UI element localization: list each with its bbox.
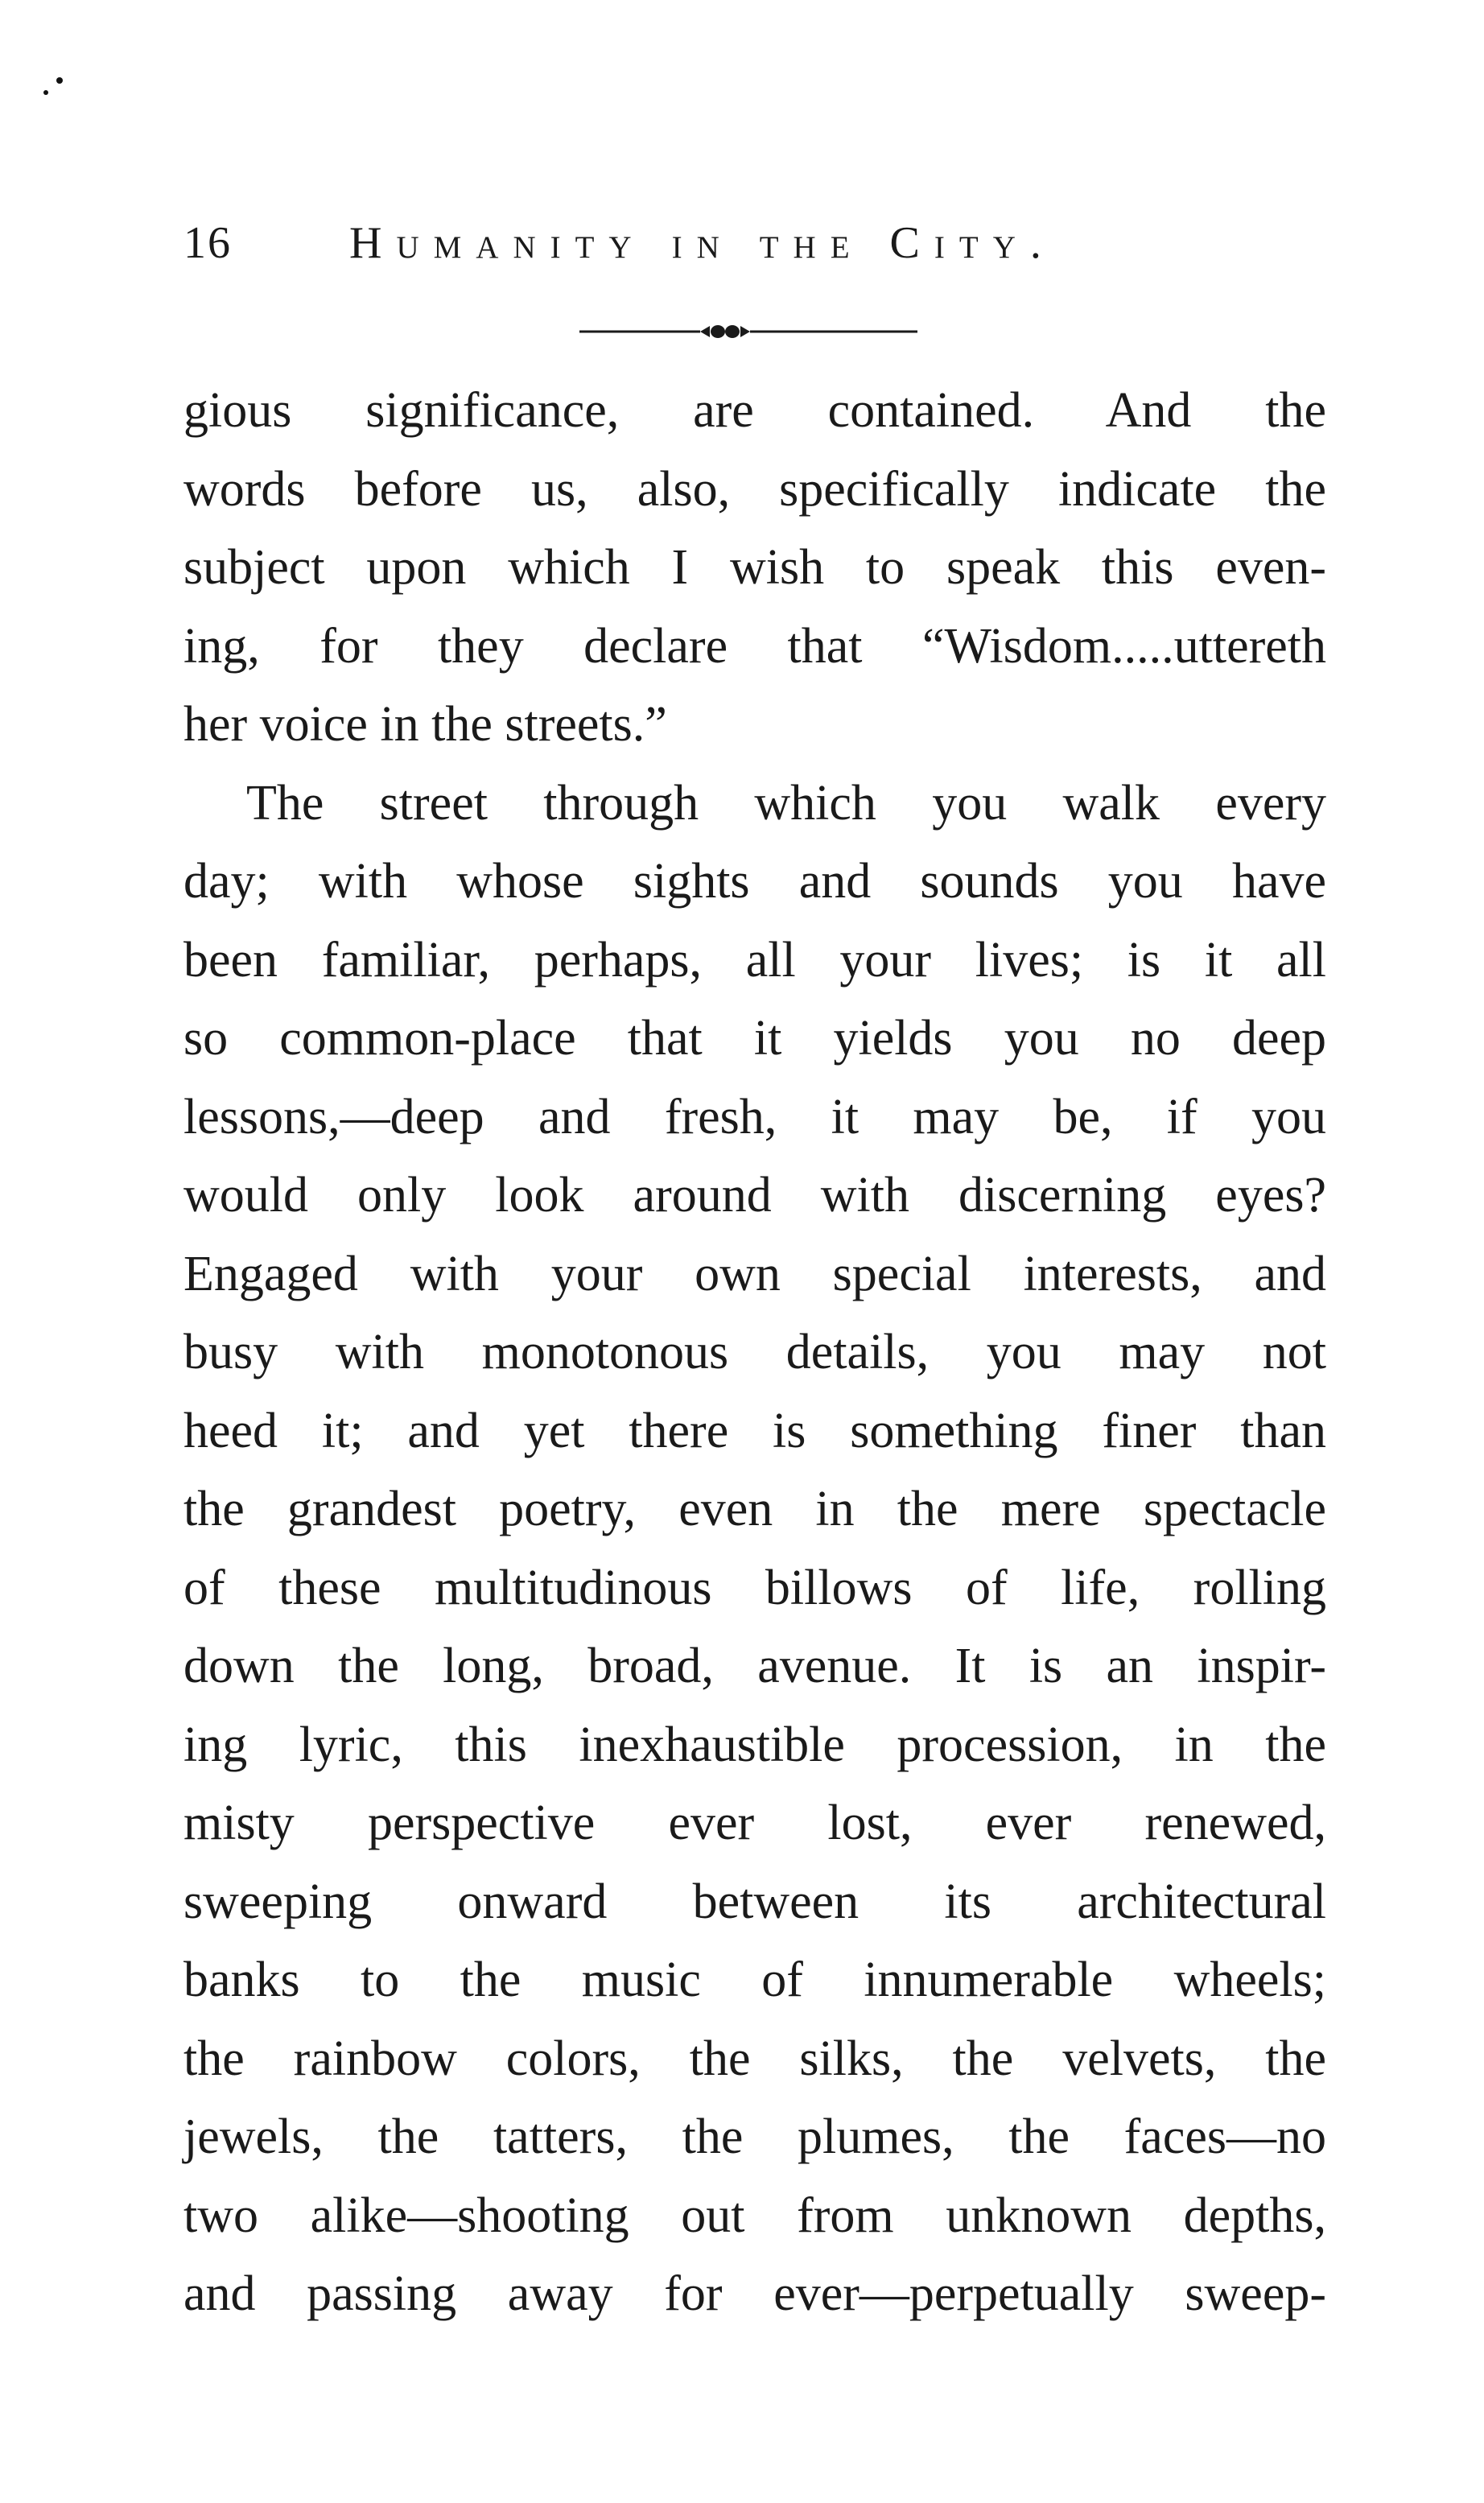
- running-title: Humanity in the City.: [349, 218, 1056, 268]
- running-head: [183, 211, 1214, 275]
- text-line: banks to the music of innumerable wheels;: [183, 1953, 1326, 2007]
- text-line: busy with monotonous details, you may not: [183, 1325, 1326, 1379]
- text-line: jewels, the tatters, the plumes, the faces—no: [183, 2109, 1326, 2164]
- ornamental-rule: [579, 315, 917, 348]
- text-line: heed it; and yet there is something finer than: [183, 1403, 1326, 1458]
- page-number: 16: [183, 218, 232, 268]
- text-line: of these multitudinous billows of life, rolling: [183, 1560, 1326, 1615]
- ink-speck: [43, 90, 48, 95]
- text-line: two alike—shooting out from unknown depths,: [183, 2188, 1326, 2243]
- ink-speck: [56, 77, 63, 84]
- paragraph-continued: [183, 372, 1326, 765]
- paragraph-street: [183, 765, 1326, 2334]
- text-line: so common-place that it yields you no deep: [183, 1011, 1326, 1066]
- text-line: gious significance, are contained. And the: [183, 383, 1326, 438]
- text-line: ing, for they declare that “Wisdom.....uttereth: [183, 618, 1326, 674]
- text-line: down the long, broad, avenue. It is an inspir-: [183, 1639, 1326, 1693]
- text-line: misty perspective ever lost, ever renewed,: [183, 1796, 1326, 1850]
- text-line: would only look around with discerning eyes?: [183, 1168, 1326, 1223]
- text-line: subject upon which I wish to speak this even-: [183, 540, 1326, 595]
- text-line: been familiar, perhaps, all your lives; is it all: [183, 932, 1326, 988]
- text-line: her voice in the streets.”: [183, 697, 667, 752]
- body-text: [183, 372, 1326, 2334]
- text-line: Engaged with your own special interests, and: [183, 1246, 1326, 1301]
- text-line: sweeping onward between its architectural: [183, 1874, 1326, 1929]
- text-line: the grandest poetry, even in the mere spectacle: [183, 1482, 1326, 1536]
- text-line: the rainbow colors, the silks, the velvets, the: [183, 2031, 1326, 2086]
- text-line: The street through which you walk every: [246, 775, 1326, 831]
- text-line: lessons,—deep and fresh, it may be, if you: [183, 1089, 1326, 1144]
- text-line: ing lyric, this inexhaustible procession, in the: [183, 1717, 1326, 1772]
- text-line: day; with whose sights and sounds you have: [183, 854, 1326, 909]
- text-line: words before us, also, specifically indicate the: [183, 461, 1326, 517]
- text-line: and passing away for ever—perpetually sweep-: [183, 2266, 1326, 2321]
